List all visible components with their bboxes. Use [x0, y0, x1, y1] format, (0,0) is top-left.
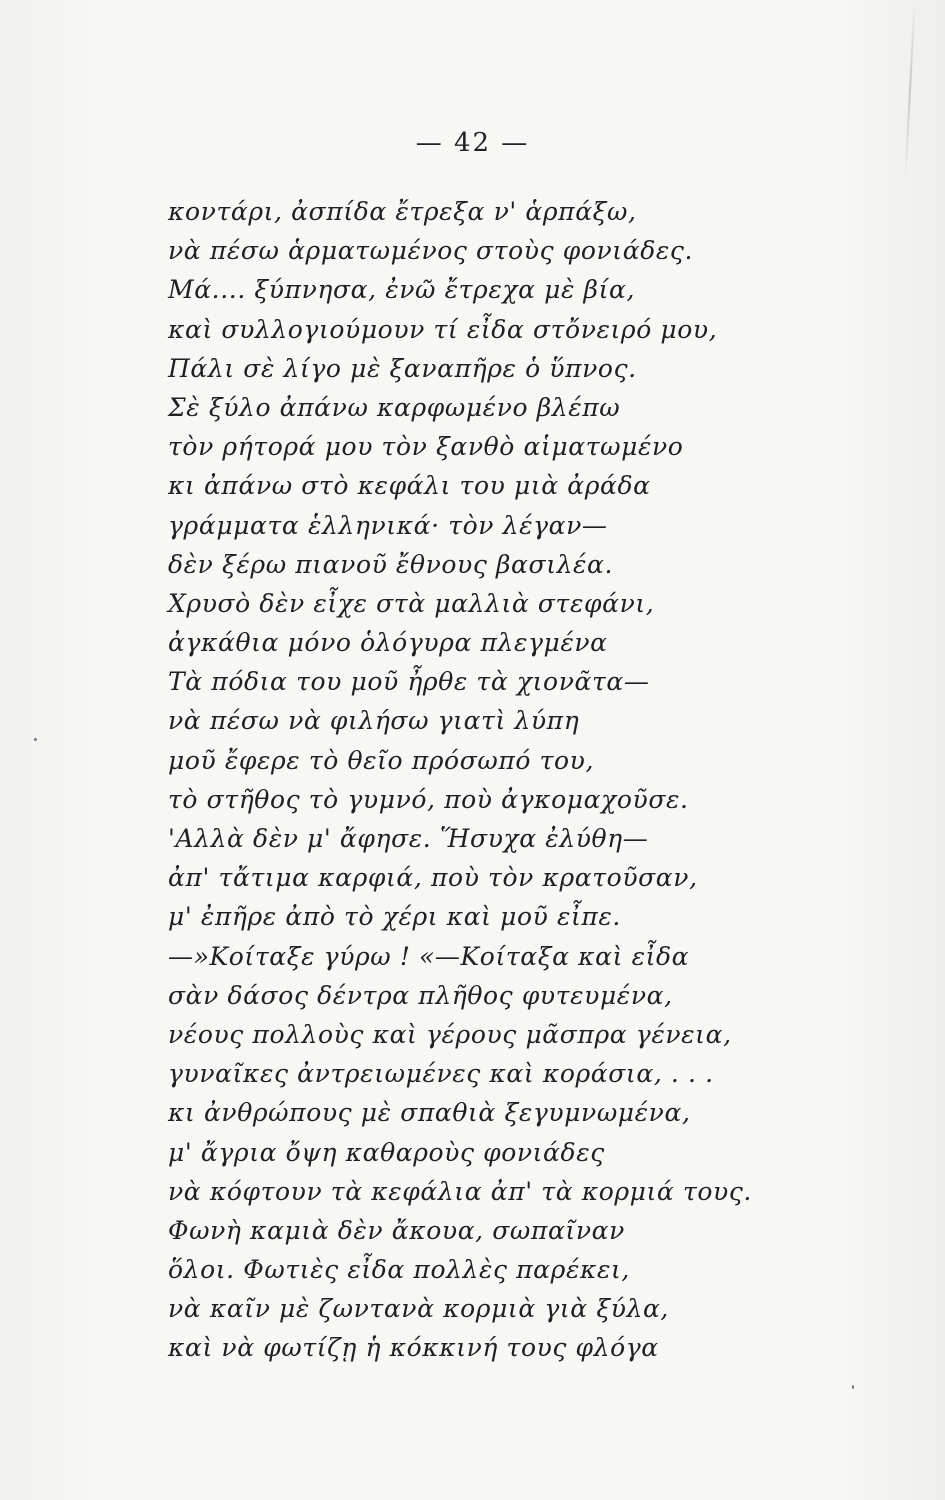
poem-line: —»Κοίταξε γύρω ! «—Κοίταξα καὶ εἶδα	[168, 941, 690, 971]
poem-line: γυναῖκες ἀντρειωμένες καὶ κοράσια, . . .	[168, 1059, 714, 1089]
poem-line: Χρυσὸ δὲν εἶχε στὰ μαλλιὰ στεφάνι,	[168, 588, 655, 618]
poem-line: Πάλι σὲ λίγο μὲ ξαναπῆρε ὁ ὕπνος.	[168, 353, 637, 383]
poem-line: Μά.... ξύπνησα, ἐνῶ ἔτρεχα μὲ βία,	[168, 275, 636, 305]
poem-line: νὰ πέσω ἁρματωμένος στοὺς φονιάδες.	[168, 236, 694, 266]
poem-line: νὰ κόφτουν τὰ κεφάλια ἀπ' τὰ κορμιά τους.	[168, 1176, 752, 1206]
poem-line: γράμματα ἑλληνικά· τὸν λέγαν—	[168, 510, 608, 540]
poem-line: νέους πολλοὺς καὶ γέρους μᾶσπρα γένεια,	[168, 1019, 732, 1049]
poem-line: 'Αλλὰ δὲν μ' ἄφησε. Ἥσυχα ἐλύθη—	[168, 824, 649, 853]
poem-line: καὶ νὰ φωτίζῃ ἡ κόκκινή τους φλόγα	[168, 1333, 659, 1363]
poem-line: ἀγκάθια μόνο ὁλόγυρα πλεγμένα	[168, 628, 608, 658]
poem-text	[168, 192, 808, 1368]
poem-line: μοῦ ἔφερε τὸ θεῖο πρόσωπό του,	[168, 745, 595, 775]
poem-line: καὶ συλλογιούμουν τί εἶδα στὄνειρό μου,	[168, 314, 718, 344]
poem-line: σὰν δάσος δέντρα πλῆθος φυτευμένα,	[168, 980, 673, 1010]
poem-line: τὸ στῆθος τὸ γυμνό, ποὺ ἀγκομαχοῦσε.	[168, 784, 689, 814]
poem-line: ὅλοι. Φωτιὲς εἶδα πολλὲς παρέκει,	[168, 1255, 630, 1285]
paper-speck	[34, 738, 37, 741]
paper-speck	[852, 1385, 854, 1389]
poem-line: ἀπ' τἄτιμα καρφιά, ποὺ τὸν κρατοῦσαν,	[168, 863, 698, 893]
poem-line: κοντάρι, ἀσπίδα ἔτρεξα ν' ἁρπάξω,	[168, 197, 637, 226]
poem-line: τὸν ρήτορά μου τὸν ξανθὸ αἱματωμένο	[168, 432, 684, 462]
poem-line: μ' ἐπῆρε ἀπὸ τὸ χέρι καὶ μοῦ εἶπε.	[168, 902, 621, 932]
page-number: — 42 —	[415, 128, 530, 158]
poem-line: δὲν ξέρω πιανοῦ ἔθνους βασιλέα.	[168, 549, 614, 579]
poem-line: Σὲ ξύλο ἀπάνω καρφωμένο βλέπω	[168, 392, 621, 422]
poem-line: Τὰ πόδια του μοῦ ἦρθε τὰ χιονᾶτα—	[168, 667, 650, 697]
poem-line: Φωνὴ καμιὰ δὲν ἄκουα, σωπαῖναν	[168, 1215, 625, 1245]
poem-line: κι ἀνθρώπους μὲ σπαθιὰ ξεγυμνωμένα,	[168, 1098, 691, 1128]
poem-line: μ' ἄγρια ὄψη καθαροὺς φονιάδες	[168, 1137, 605, 1167]
poem-line: νὰ πέσω νὰ φιλήσω γιατὶ λύπη	[168, 706, 580, 736]
poem-line: κι ἀπάνω στὸ κεφάλι του μιὰ ἀράδα	[168, 471, 651, 501]
poem-line: νὰ καῖν μὲ ζωντανὰ κορμιὰ γιὰ ξύλα,	[168, 1294, 669, 1324]
